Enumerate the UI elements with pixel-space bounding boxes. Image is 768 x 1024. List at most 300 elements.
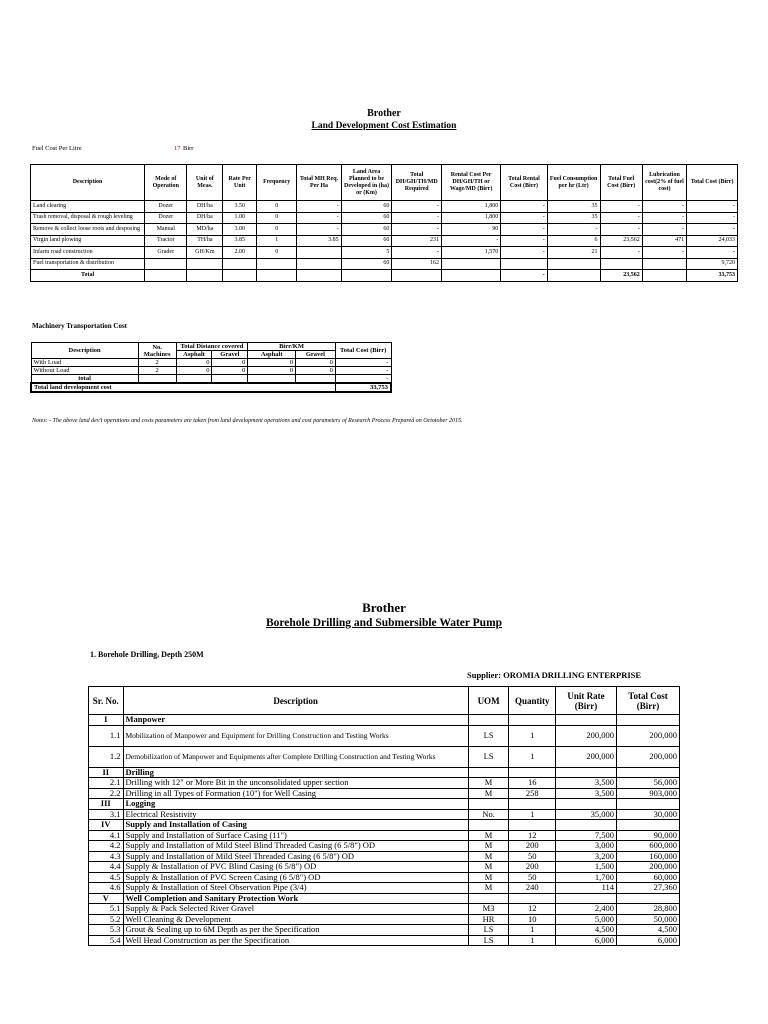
cell: 471 <box>642 235 686 247</box>
cell: 60 <box>341 201 392 213</box>
cell: - <box>600 201 642 213</box>
fuel-cost-unit: Birr <box>183 145 194 152</box>
cell: 903,000 <box>617 788 680 799</box>
cell: 6,000 <box>617 935 680 946</box>
cell <box>392 270 442 282</box>
table-row <box>31 359 391 367</box>
cell: - <box>392 224 442 236</box>
cell: Grader <box>145 247 187 259</box>
cell: 3.85 <box>297 235 341 247</box>
cell: - <box>392 201 442 213</box>
cell: 30,000 <box>617 809 680 820</box>
cell <box>617 767 680 778</box>
cell: HR <box>468 914 509 925</box>
land-cost-table <box>30 164 738 282</box>
cell: 56,000 <box>617 778 680 789</box>
cell: 60 <box>341 212 392 224</box>
cell: III <box>89 799 124 810</box>
cell: Supply and Installation of Mild Steel Blind Threaded Casing (6 5/8") OD <box>123 841 468 852</box>
cell <box>556 820 617 831</box>
machinery-title: Machinery Transportation Cost <box>32 322 128 330</box>
mach-header-description: Description <box>31 343 138 359</box>
cell: Tractor <box>145 235 187 247</box>
land-header-cell: Total Fuel Cost (Birr) <box>600 165 642 201</box>
cell: V <box>89 893 124 904</box>
cell: 4.5 <box>89 872 124 883</box>
cell: - <box>392 247 442 259</box>
cell <box>297 258 341 270</box>
cell: 114 <box>556 883 617 894</box>
table-row <box>89 851 680 862</box>
cell: Supply & Pack Selected River Gravel <box>123 904 468 915</box>
cell: - <box>600 224 642 236</box>
borehole-company-title: Brother <box>362 600 406 615</box>
cell: - <box>687 212 738 224</box>
cell: 2 <box>138 367 176 375</box>
cell: M3 <box>468 904 509 915</box>
cell <box>442 258 501 270</box>
cell: Supply and Installation of Mild Steel Threaded Casing (6 5/8") OD <box>123 851 468 862</box>
cell: - <box>501 270 547 282</box>
cell <box>556 893 617 904</box>
cell: 12 <box>509 830 556 841</box>
cell: 0 <box>212 367 248 375</box>
cell: Supply & Installation of PVC Blind Casing (6 5/8") OD <box>123 862 468 873</box>
cell: I <box>89 715 124 726</box>
cell: - <box>501 201 547 213</box>
cell: II <box>89 767 124 778</box>
borehole-header-cell: Sr. No. <box>89 687 124 715</box>
cell: 4.4 <box>89 862 124 873</box>
cell <box>509 820 556 831</box>
cell: 200,000 <box>556 725 617 746</box>
table-row <box>89 935 680 946</box>
cell: 160,000 <box>617 851 680 862</box>
table-row <box>89 809 680 820</box>
cell: 0 <box>296 359 336 367</box>
cell: 35 <box>547 201 600 213</box>
cell: 3.85 <box>223 235 257 247</box>
cell: 2.00 <box>223 247 257 259</box>
cell: - <box>642 247 686 259</box>
cell: 1 <box>509 809 556 820</box>
cell: 60 <box>341 224 392 236</box>
table-row <box>89 841 680 852</box>
cell: TH/ha <box>187 235 223 247</box>
cell: 60,000 <box>617 872 680 883</box>
table-row <box>89 778 680 789</box>
cell: M <box>468 830 509 841</box>
cell: 0 <box>248 359 296 367</box>
land-header-cell: Rental Cost Per DH/GH/TH or Wage/MD (Birr) <box>442 165 501 201</box>
cell: Supply & Installation of PVC Screen Casing (6 5/8") OD <box>123 872 468 883</box>
cell <box>556 715 617 726</box>
cell: 0 <box>257 247 297 259</box>
land-header-cell: Mode of Operation <box>145 165 187 201</box>
cell: 4.6 <box>89 883 124 894</box>
cell: 1.2 <box>89 746 124 767</box>
table-row <box>89 925 680 936</box>
cell: DH/ha <box>187 212 223 224</box>
cell: 12 <box>509 904 556 915</box>
section-row <box>89 767 680 778</box>
table-row <box>31 258 738 270</box>
cell: Drilling <box>123 767 468 778</box>
cell <box>509 767 556 778</box>
cell: - <box>392 212 442 224</box>
cell: M <box>468 883 509 894</box>
cell: 1,800 <box>442 201 501 213</box>
supplier: Supplier: OROMIA DRILLING ENTERPRISE <box>467 670 642 680</box>
cell: Trash removal, disposal & rough leveling <box>31 212 145 224</box>
cell: M <box>468 851 509 862</box>
cell <box>297 247 341 259</box>
fuel-cost-value: 17 <box>174 145 181 152</box>
cell: - <box>687 224 738 236</box>
cell <box>257 258 297 270</box>
land-header-cell: Total Rental Cost (Birr) <box>501 165 547 201</box>
cell: Demobilization of Manpower and Equipments after Complete Drilling Construction and Testing Works <box>123 746 468 767</box>
cell: - <box>642 224 686 236</box>
cell: Manual <box>145 224 187 236</box>
cell: 50 <box>509 851 556 862</box>
borehole-depth: 1. Borehole Drilling, Depth 250M <box>90 650 204 659</box>
cell <box>468 799 509 810</box>
cell: 240 <box>509 883 556 894</box>
cell: 60 <box>341 258 392 270</box>
cell: 258 <box>509 788 556 799</box>
table-row <box>31 247 738 259</box>
cell: - <box>687 247 738 259</box>
cell: 3,500 <box>556 778 617 789</box>
cell: M <box>468 862 509 873</box>
cell: - <box>600 212 642 224</box>
fuel-cost-label: Fuel Cost Per Litre <box>32 145 82 152</box>
cell <box>442 270 501 282</box>
cell <box>547 258 600 270</box>
section-row <box>89 820 680 831</box>
cell: - <box>501 247 547 259</box>
mach-header-birr-km: Birr/KM <box>248 343 336 351</box>
cell: 5.1 <box>89 904 124 915</box>
section-row <box>89 799 680 810</box>
land-header-cell: Total MH Req. Per Ha <box>297 165 341 201</box>
borehole-table <box>88 686 680 946</box>
cell: DH/ha <box>187 201 223 213</box>
mach-header-gravel: Gravel <box>212 351 248 359</box>
borehole-header-cell: UOM <box>468 687 509 715</box>
cell <box>468 715 509 726</box>
cell: Fuel transportation & distribution <box>31 258 145 270</box>
land-header-cell: Total DH/GH/TH/MD Required <box>392 165 442 201</box>
cell: 162 <box>392 258 442 270</box>
mach-header-asphalt: Asphalt <box>248 351 296 359</box>
section-row <box>89 715 680 726</box>
cell <box>145 258 187 270</box>
cell: M <box>468 788 509 799</box>
cell: 3.1 <box>89 809 124 820</box>
land-header-cell: Lubrication cost(2% of fuel cost) <box>642 165 686 201</box>
cell: GH/Km <box>187 247 223 259</box>
land-header-cell: Fuel Consumption per hr (Ltr) <box>547 165 600 201</box>
cell: - <box>297 212 341 224</box>
cell: 1 <box>509 746 556 767</box>
table-row-total <box>31 375 391 384</box>
cell: Mobilization of Manpower and Equipment for Drilling Construction and Testing Works <box>123 725 468 746</box>
cell: 5,000 <box>556 914 617 925</box>
cell: 4,500 <box>556 925 617 936</box>
land-header-cell: Frequency <box>257 165 297 201</box>
cell: Total land development cost <box>31 383 335 392</box>
cell: - <box>642 201 686 213</box>
cell: Well Head Construction as per the Specification <box>123 935 468 946</box>
fuel-cost-row <box>32 145 232 154</box>
cell: 50,000 <box>617 914 680 925</box>
cell: 2 <box>138 359 176 367</box>
cell: LS <box>468 925 509 936</box>
cell: 33,753 <box>687 270 738 282</box>
cell: With Load <box>31 359 138 367</box>
cell: Dozer <box>145 212 187 224</box>
cell: M <box>468 872 509 883</box>
cell: - <box>547 224 600 236</box>
cell: MD/ha <box>187 224 223 236</box>
borehole-header-cell: Unit Rate (Birr) <box>556 687 617 715</box>
cell: 1,800 <box>442 212 501 224</box>
land-cost-title: Land Development Cost Estimation <box>311 121 457 131</box>
cell: Infarm road construction <box>31 247 145 259</box>
cell: 0 <box>257 201 297 213</box>
table-row <box>31 367 391 375</box>
cell: 1,570 <box>442 247 501 259</box>
table-row <box>89 830 680 841</box>
cell: Electrical Resistivity <box>123 809 468 820</box>
cell: 200,000 <box>617 862 680 873</box>
cell: 1 <box>509 725 556 746</box>
cell <box>297 270 341 282</box>
cell: 0 <box>248 367 296 375</box>
cell: 200,000 <box>556 746 617 767</box>
cell: 10 <box>509 914 556 925</box>
cell: 27,360 <box>617 883 680 894</box>
cell: - <box>297 224 341 236</box>
cell: Supply & Installation of Steel Observation Pipe (3/4) <box>123 883 468 894</box>
cell: 4.2 <box>89 841 124 852</box>
cell: 0 <box>257 224 297 236</box>
table-row-total <box>31 270 738 282</box>
land-header-cell: Unit of Meas. <box>187 165 223 201</box>
cell <box>223 258 257 270</box>
cell: 4.1 <box>89 830 124 841</box>
cell: 2.2 <box>89 788 124 799</box>
cell: Grout & Sealing up to 6M Depth as per the Specification <box>123 925 468 936</box>
cell: - <box>297 201 341 213</box>
cell: 5 <box>341 247 392 259</box>
cell: 21 <box>547 247 600 259</box>
cell <box>223 270 257 282</box>
cell: 1.00 <box>223 212 257 224</box>
cell: 0 <box>257 212 297 224</box>
land-company-title: Brother <box>367 108 401 119</box>
cell <box>145 270 187 282</box>
cell: 50 <box>509 872 556 883</box>
cell: 0 <box>176 367 212 375</box>
borehole-header-cell: Description <box>123 687 468 715</box>
mach-header-asphalt: Asphalt <box>176 351 212 359</box>
cell <box>341 270 392 282</box>
cell: Land clearing <box>31 201 145 213</box>
land-header-cell: Total Cost (Birr) <box>687 165 738 201</box>
table-row <box>31 235 738 247</box>
table-row <box>89 883 680 894</box>
cell: - <box>600 247 642 259</box>
table-row <box>89 862 680 873</box>
cell: 90 <box>442 224 501 236</box>
cell <box>187 270 223 282</box>
cell: - <box>335 359 391 367</box>
cell: 3.50 <box>223 201 257 213</box>
cell: Dozer <box>145 201 187 213</box>
land-header-cell: Rate Per Unit <box>223 165 257 201</box>
cell: 24,033 <box>687 235 738 247</box>
mach-header-distance: Total Distance covered <box>176 343 248 351</box>
cell: - <box>335 367 391 375</box>
cell: IV <box>89 820 124 831</box>
cell <box>468 767 509 778</box>
section-row <box>89 893 680 904</box>
cell: 1 <box>509 935 556 946</box>
cell: - <box>501 235 547 247</box>
cell: 35,000 <box>556 809 617 820</box>
cell: 1,700 <box>556 872 617 883</box>
cell: Drilling with 12" or More Bit in the unconsolidated upper section <box>123 778 468 789</box>
cell <box>509 893 556 904</box>
cell: - <box>642 212 686 224</box>
borehole-title: Borehole Drilling and Submersible Water Pump <box>265 617 503 629</box>
cell <box>556 767 617 778</box>
cell: Remove & collect loose roots and desposing <box>31 224 145 236</box>
cell: - <box>501 224 547 236</box>
cell <box>617 799 680 810</box>
cell: 0 <box>212 359 248 367</box>
cell: 2.1 <box>89 778 124 789</box>
cell <box>501 258 547 270</box>
cell: 33,753 <box>335 383 391 392</box>
cell <box>617 820 680 831</box>
table-row <box>31 201 738 213</box>
cell <box>556 799 617 810</box>
cell: 3,000 <box>556 841 617 852</box>
cell: Without Load <box>31 367 138 375</box>
cell: - <box>335 375 391 384</box>
cell <box>617 715 680 726</box>
table-row <box>89 746 680 767</box>
cell: 6,000 <box>556 935 617 946</box>
mach-header-machines: No. Machines <box>138 343 176 359</box>
cell: 5.2 <box>89 914 124 925</box>
cell <box>600 258 642 270</box>
cell: 1.1 <box>89 725 124 746</box>
cell: 200 <box>509 862 556 873</box>
cell: LS <box>468 746 509 767</box>
cell: 0 <box>176 359 212 367</box>
cell: 0 <box>296 367 336 375</box>
cell: 90,000 <box>617 830 680 841</box>
cell: 16 <box>509 778 556 789</box>
cell: 231 <box>392 235 442 247</box>
cell: - <box>442 235 501 247</box>
cell: 6 <box>547 235 600 247</box>
mach-header-gravel: Gravel <box>296 351 336 359</box>
cell: LS <box>468 935 509 946</box>
cell: 9,720 <box>687 258 738 270</box>
cell: 60 <box>341 235 392 247</box>
cell: 5.4 <box>89 935 124 946</box>
cell: 23,562 <box>600 270 642 282</box>
cell: Logging <box>123 799 468 810</box>
cell: 1 <box>257 235 297 247</box>
cell: No. <box>468 809 509 820</box>
notes: Notes: - The above land dev't operations and costs parameters are taken from land development operations and cost parameters of Research Process Prepared on Octotober 2015. <box>32 418 463 424</box>
cell: 7,500 <box>556 830 617 841</box>
cell <box>468 893 509 904</box>
table-row <box>89 788 680 799</box>
table-row <box>89 904 680 915</box>
cell: Total <box>31 270 145 282</box>
mach-header-total-cost: Total Cost (Birr) <box>335 343 391 359</box>
machinery-table <box>30 342 392 393</box>
cell: Supply and Installation of Casing <box>123 820 468 831</box>
cell <box>509 715 556 726</box>
cell: LS <box>468 725 509 746</box>
cell: 200 <box>509 841 556 852</box>
cell: 200,000 <box>617 746 680 767</box>
cell: - <box>501 212 547 224</box>
borehole-header-cell: Quantity <box>509 687 556 715</box>
cell <box>509 799 556 810</box>
table-row <box>89 872 680 883</box>
cell: 35 <box>547 212 600 224</box>
cell: M <box>468 778 509 789</box>
cell: 600,000 <box>617 841 680 852</box>
cell: 200,000 <box>617 725 680 746</box>
cell: 3,500 <box>556 788 617 799</box>
cell <box>187 258 223 270</box>
cell: 4,500 <box>617 925 680 936</box>
cell: Drilling in all Types of Formation (10") for Well Casing <box>123 788 468 799</box>
cell: 1 <box>509 925 556 936</box>
cell: 4.3 <box>89 851 124 862</box>
cell <box>547 270 600 282</box>
cell: Well Cleaning & Development <box>123 914 468 925</box>
cell: - <box>687 201 738 213</box>
cell: Well Completion and Sanitary Protection Work <box>123 893 468 904</box>
table-row <box>31 212 738 224</box>
cell <box>642 270 686 282</box>
cell: 28,800 <box>617 904 680 915</box>
cell <box>617 893 680 904</box>
cell <box>257 270 297 282</box>
cell: Manpower <box>123 715 468 726</box>
cell: Virgin land plowing <box>31 235 145 247</box>
table-row <box>89 725 680 746</box>
cell <box>468 820 509 831</box>
cell: M <box>468 841 509 852</box>
cell: 3.00 <box>223 224 257 236</box>
land-header-cell: Description <box>31 165 145 201</box>
cell: 2,400 <box>556 904 617 915</box>
cell: 23,562 <box>600 235 642 247</box>
